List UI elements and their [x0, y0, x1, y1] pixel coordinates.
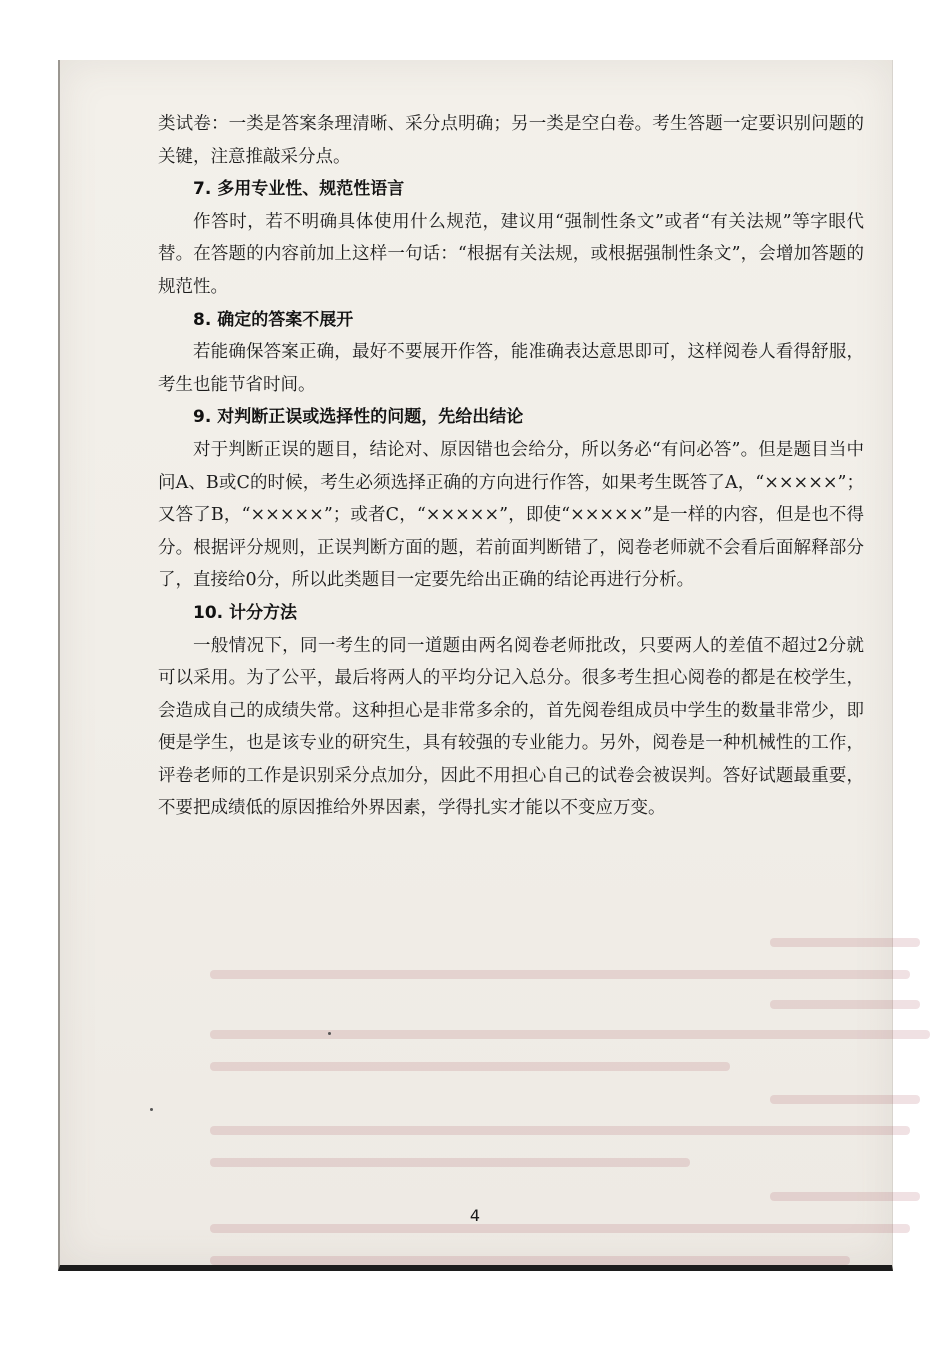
scan-speck	[328, 1032, 331, 1035]
page-number: 4	[469, 1206, 481, 1225]
section-heading-10: 10. 计分方法	[193, 602, 298, 623]
section-heading-8: 8. 确定的答案不展开	[193, 309, 354, 330]
show-through-from-reverse-side	[210, 930, 940, 1290]
paragraph-8: 若能确保答案正确，最好不要展开作答，能准确表达意思即可，这样阅卷人看得舒服，考生也能节省时间。	[158, 342, 864, 395]
document-body	[158, 108, 864, 825]
paragraph-continuation: 类试卷：一类是答案条理清晰、采分点明确；另一类是空白卷。考生答题一定要识别问题的关键，注意推敲采分点。	[158, 114, 864, 167]
paragraph-10: 一般情况下，同一考生的同一道题由两名阅卷老师批改，只要两人的差值不超过2分就可以采用。为了公平，最后将两人的平均分记入总分。很多考生担心阅卷的都是在校学生，会造成自己的成绩失常。这种担心是非常多余的，首先阅卷组成员中学生的数量非常少，即便是学生，也是该专业的研究生，具有较强的专业能力。另外，阅卷是一种机械性的工作，评卷老师的工作是识别采分点加分，因此不用担心自己的试卷会被误判。答好试题最重要，不要把成绩低的原因推给外界因素，学得扎实才能以不变应万变。	[158, 635, 864, 819]
section-heading-7: 7. 多用专业性、规范性语言	[193, 179, 405, 200]
paragraph-9: 对于判断正误的题目，结论对、原因错也会给分，所以务必“有问必答”。但是题目当中问A、B或C的时候，考生必须选择正确的方向进行作答，如果考生既答了A，“×××××”；又答了B，“×××××”；或者C，“×××××”，即使“×××××”是一样的内容，但是也不得分。根据评分规则，正误判断方面的题，若前面判断错了，阅卷老师就不会看后面解释部分了，直接给0分，所以此类题目一定要先给出正确的结论再进行分析。	[158, 439, 864, 591]
section-heading-9: 9. 对判断正误或选择性的问题，先给出结论	[193, 407, 524, 428]
scan-speck	[150, 1108, 153, 1111]
paragraph-7: 作答时，若不明确具体使用什么规范，建议用“强制性条文”或者“有关法规”等字眼代替。在答题的内容前加上这样一句话：“根据有关法规，或根据强制性条文”，会增加答题的规范性。	[158, 211, 864, 297]
